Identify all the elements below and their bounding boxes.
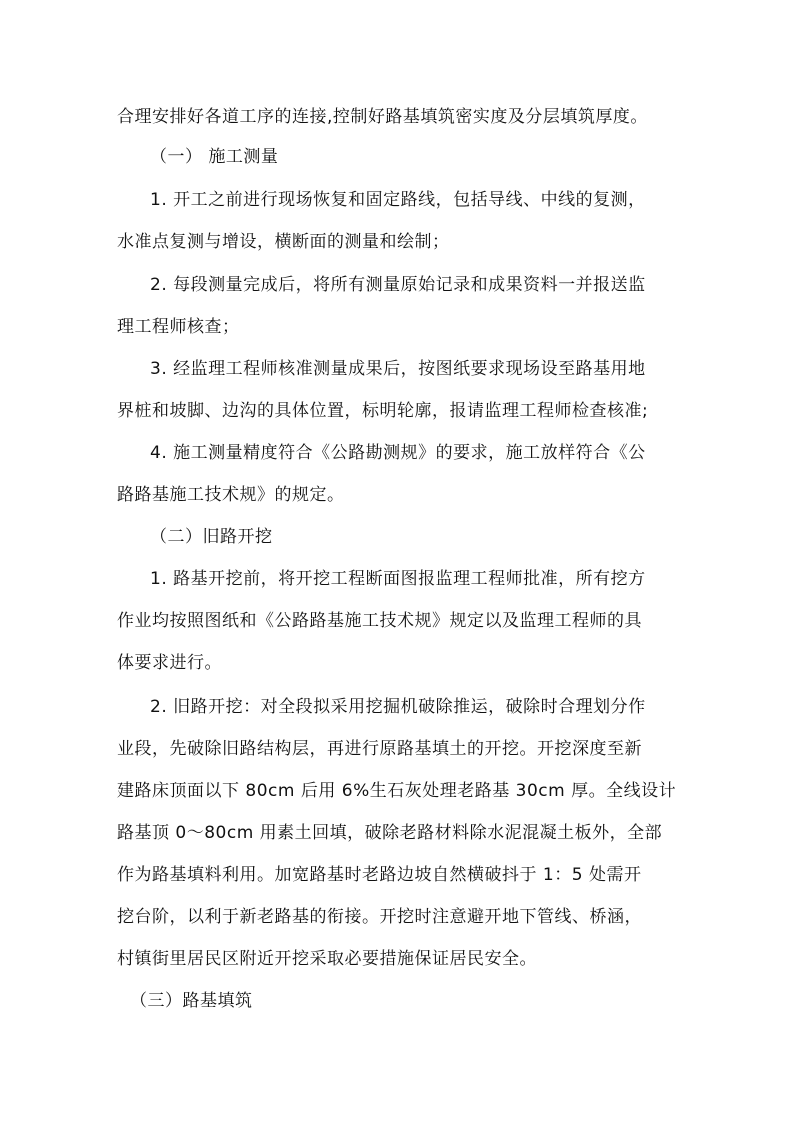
- survey-item-4-line-1: 4. 施工测量精度符合《公路勘测规》的要求，施工放样符合《公: [150, 443, 646, 463]
- paragraph-line-1: 合理安排好各道工序的连接,控制好路基填筑密实度及分层填筑厚度。: [117, 107, 648, 127]
- survey-item-1-line-1: 1. 开工之前进行现场恢复和固定路线，包括导线、中线的复测，: [150, 190, 646, 210]
- old-road-item-2-line-3: 建路床顶面以下 80cm 后用 6%生石灰处理老路基 30cm 厚。全线设计: [117, 781, 677, 801]
- section-heading-old-road: （二）旧路开挖: [150, 527, 273, 547]
- old-road-item-2-line-5: 作为路基填料利用。加宽路基时老路边坡自然横破抖于 1：5 处需开: [117, 865, 642, 885]
- old-road-item-2-line-7: 村镇街里居民区附近开挖采取必要措施保证居民安全。: [117, 949, 537, 969]
- survey-item-2-line-2: 理工程师核查；: [117, 317, 240, 337]
- survey-item-3-line-2: 界桩和坡脚、边沟的具体位置，标明轮廓，报请监理工程师检查核准;: [117, 401, 649, 421]
- old-road-item-1-line-2: 作业均按照图纸和《公路路基施工技术规》规定以及监理工程师的具: [117, 611, 642, 631]
- survey-item-4-line-2: 路路基施工技术规》的规定。: [117, 485, 345, 505]
- section-heading-embankment: （三）路基填筑: [130, 991, 253, 1011]
- section-heading-survey: （一） 施工测量: [150, 147, 279, 167]
- old-road-item-1-line-1: 1. 路基开挖前，将开挖工程断面图报监理工程师批准，所有挖方: [150, 569, 646, 589]
- survey-item-1-line-2: 水准点复测与增设，横断面的测量和绘制；: [117, 232, 450, 252]
- old-road-item-1-line-3: 体要求进行。: [117, 653, 222, 673]
- old-road-item-2-line-6: 挖台阶，以利于新老路基的衔接。开挖时注意避开地下管线、桥涵，: [117, 907, 642, 927]
- survey-item-2-line-1: 2. 每段测量完成后，将所有测量原始记录和成果资料一并报送监: [150, 275, 646, 295]
- old-road-item-2-line-4: 路基顶 0～80cm 用素土回填，破除老路材料除水泥混凝土板外，全部: [117, 823, 663, 843]
- old-road-item-2-line-1: 2. 旧路开挖：对全段拟采用挖掘机破除推运，破除时合理划分作: [150, 697, 646, 717]
- survey-item-3-line-1: 3. 经监理工程师核准测量成果后，按图纸要求现场设至路基用地: [150, 359, 646, 379]
- old-road-item-2-line-2: 业段，先破除旧路结构层，再进行原路基填土的开挖。开挖深度至新: [117, 739, 642, 759]
